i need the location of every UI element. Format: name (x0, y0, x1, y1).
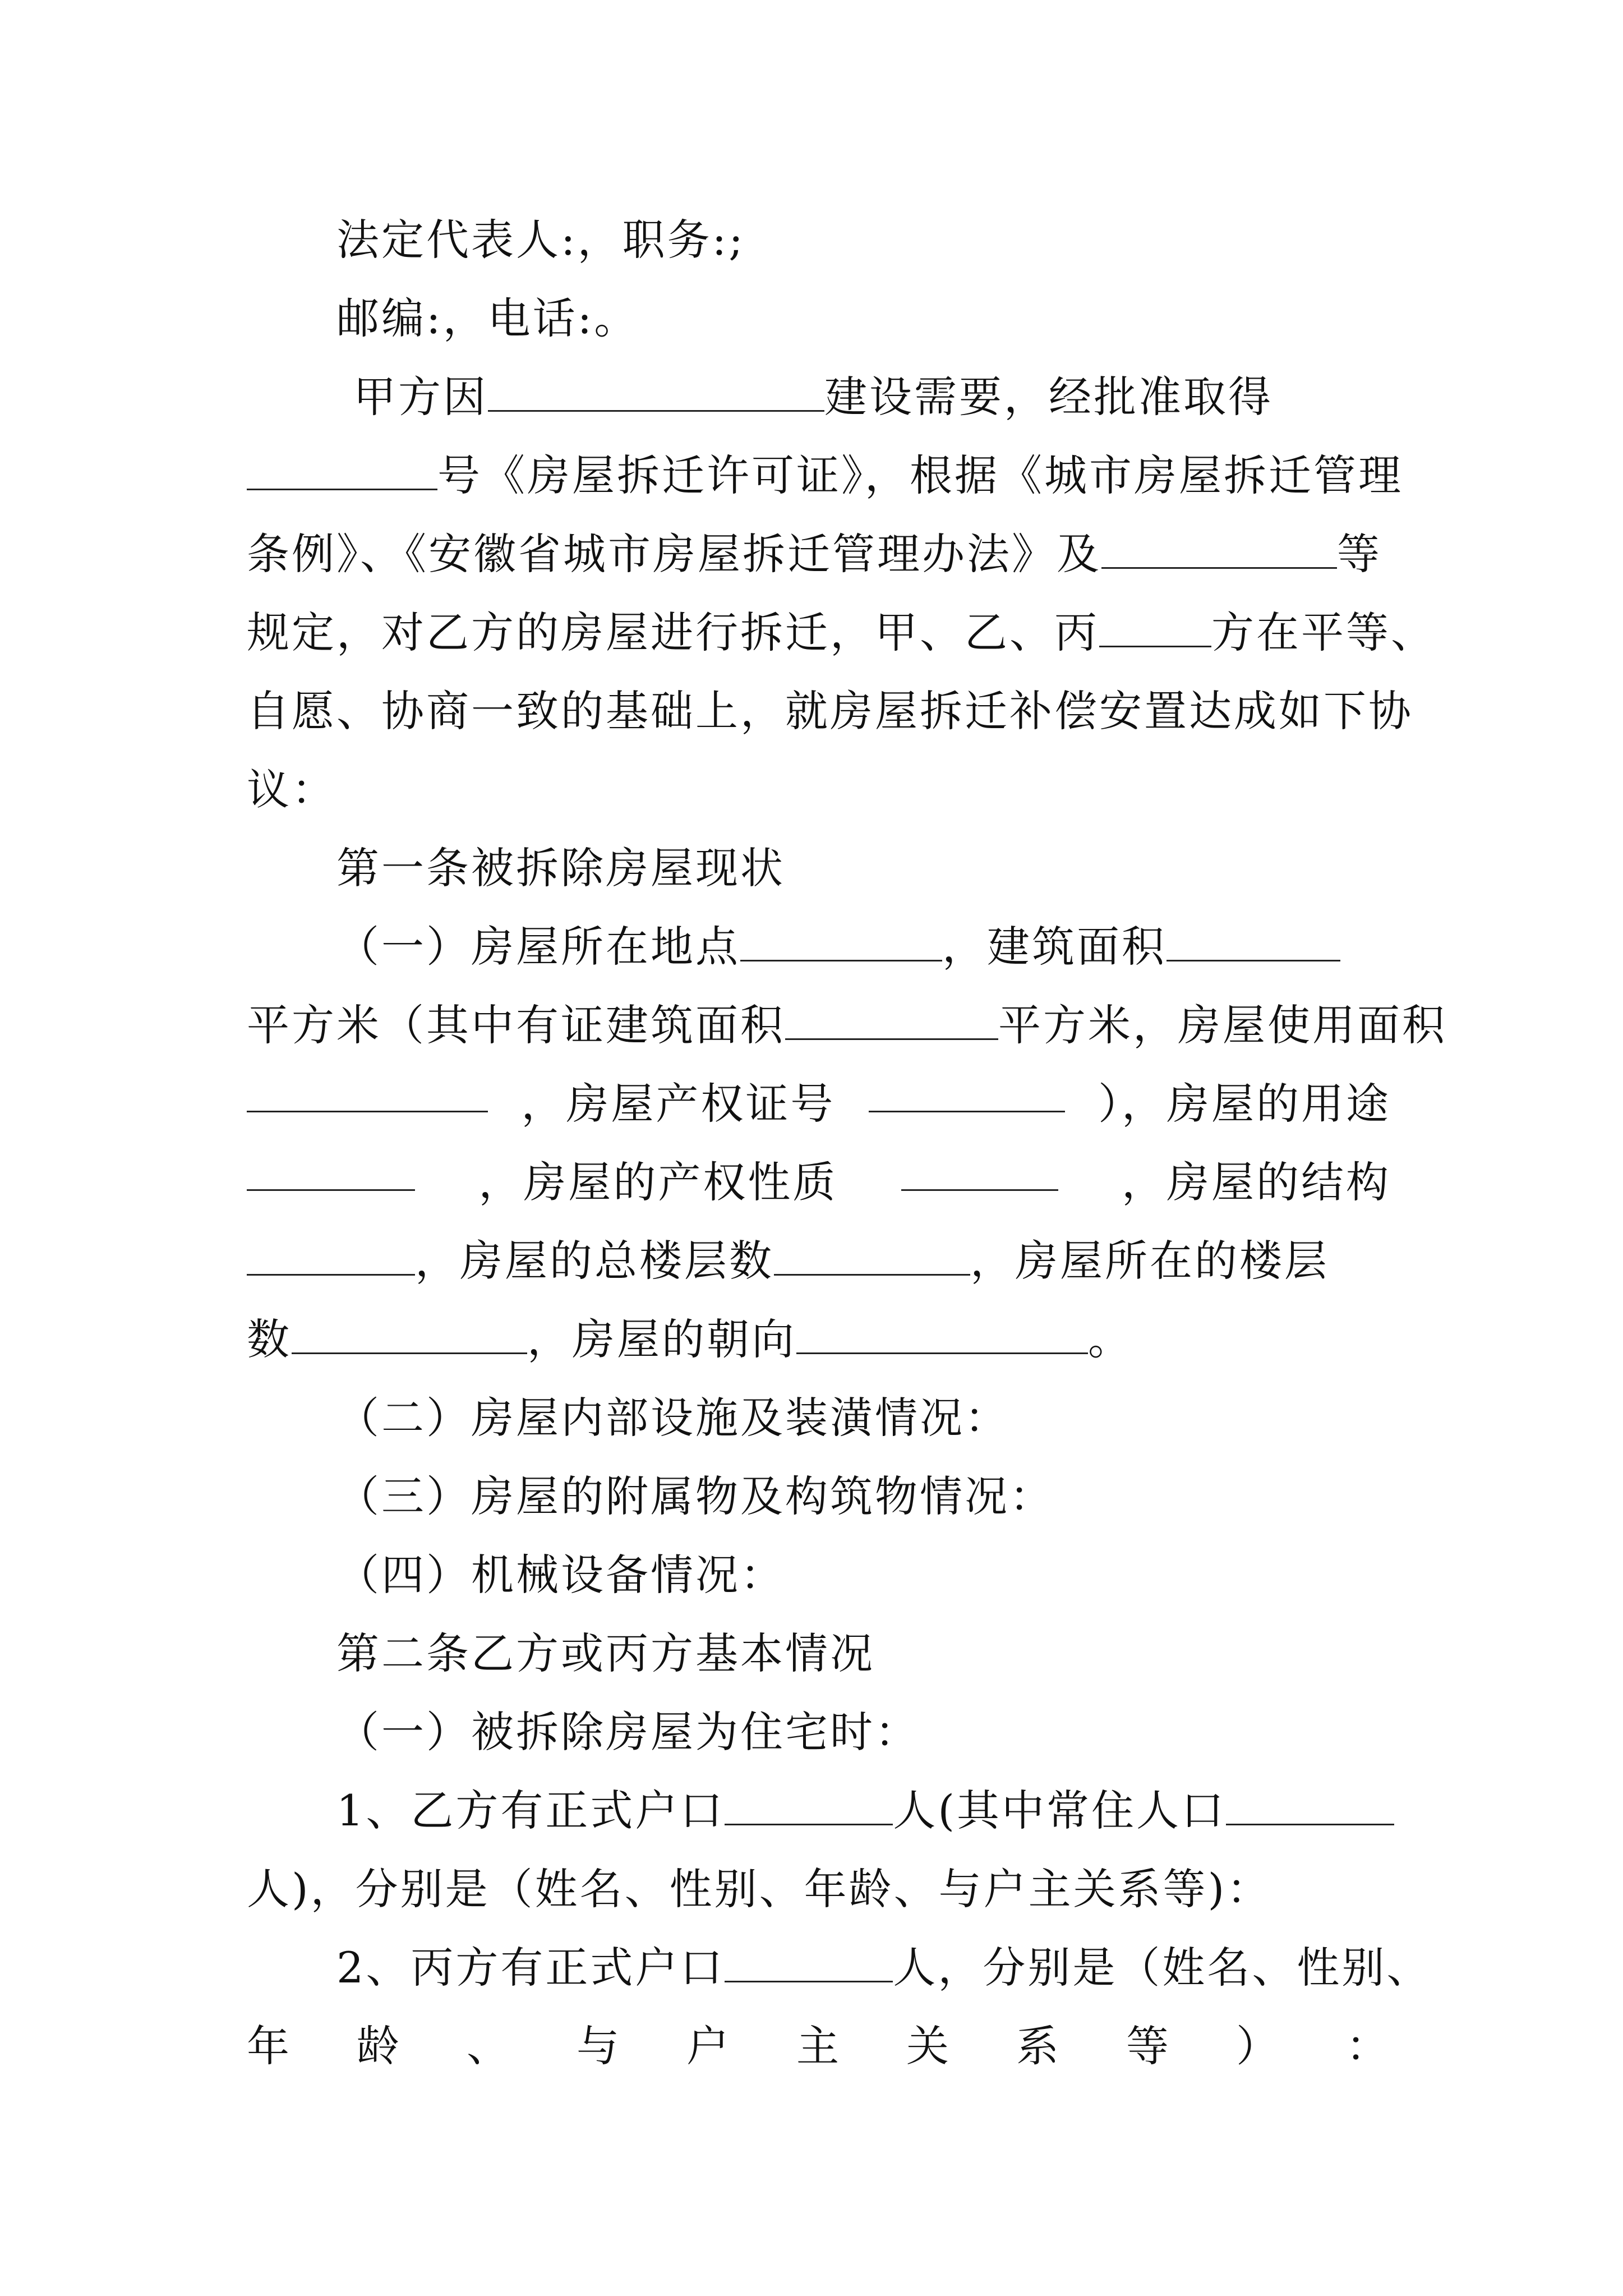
paragraph-line (336, 1941, 1432, 1995)
subsection-line (336, 1548, 1481, 1602)
blank-other-regulations (1101, 533, 1337, 569)
text: 条例》、《安徽省城市房屋拆迁管理办法》及 (247, 529, 1101, 579)
article-heading (336, 841, 1481, 895)
blank-resident-persons (1226, 1790, 1394, 1825)
text: ，房屋所在的楼层 (970, 1236, 1329, 1286)
text: 平方米（其中有证建筑面积 (247, 1000, 785, 1050)
text: 2、丙方有正式户口 (336, 1943, 725, 1993)
paragraph-line (247, 1156, 1391, 1209)
text: ，房屋的结构 (1121, 1157, 1391, 1207)
paragraph-line (247, 999, 1447, 1052)
text: （四）机械设备情况： (336, 1550, 785, 1600)
text: ，建筑面积 (942, 922, 1166, 972)
text: 主 (796, 2021, 841, 2071)
blank-property-nature (901, 1156, 1058, 1191)
text: 。 (1088, 1314, 1133, 1364)
blank-registered-persons (725, 1790, 893, 1825)
paragraph-line (247, 1313, 1391, 1366)
blank-orientation (796, 1319, 1088, 1354)
paragraph-line (336, 920, 1391, 974)
postcode-line (336, 292, 1481, 346)
text: 邮编:，电话:。 (336, 293, 639, 343)
paragraph-line (247, 1234, 1391, 1288)
text: 议： (247, 765, 336, 815)
text: 户 (686, 2021, 731, 2071)
text: 人(其中常住人口 (893, 1786, 1227, 1835)
text: ，房屋的产权性质 (478, 1157, 838, 1207)
text: （二）房屋内部设施及装潢情况： (336, 1393, 1009, 1443)
paragraph-line-justified (247, 2019, 1391, 2073)
text: 等 (1337, 529, 1382, 579)
article-heading (336, 1627, 1481, 1681)
text: （一）被拆除房屋为住宅时： (336, 1707, 920, 1757)
blank-project (488, 376, 824, 412)
blank-certificate-number (869, 1077, 1065, 1112)
text: 、 (467, 2021, 511, 2071)
text: 自愿、协商一致的基础上，就房屋拆迁补偿安置达成如下协 (247, 686, 1413, 736)
blank-certified-area (785, 1005, 998, 1040)
text: 等 (1126, 2021, 1171, 2071)
text: 1、乙方有正式户口 (336, 1786, 725, 1835)
text: 建设需要，经批准取得 (824, 372, 1273, 422)
paragraph-line (336, 1784, 1391, 1838)
paragraph-line (247, 763, 1391, 817)
text: 平方米，房屋使用面积 (998, 1000, 1447, 1050)
text: 规定，对乙方的房屋进行拆迁，甲、乙、丙 (247, 608, 1099, 657)
blank-floor-number (292, 1319, 527, 1354)
paragraph-line (247, 606, 1436, 660)
text: 号《房屋拆迁许可证》，根据《城市房屋拆迁管理 (437, 450, 1403, 500)
blank-permit-number (247, 455, 437, 490)
text: 与 (577, 2021, 621, 2071)
paragraph-line (353, 370, 1391, 424)
text: ），房屋的用途 (1098, 1079, 1391, 1129)
text: 数 (247, 1314, 292, 1364)
blank-party-c-persons (725, 1947, 893, 1982)
text: （一）房屋所在地点 (336, 922, 740, 972)
text: ，房屋的总楼层数 (415, 1236, 774, 1286)
paragraph-line (247, 1077, 1391, 1131)
blank-parties (1099, 612, 1211, 647)
text: ，房屋产权证号 (521, 1079, 836, 1129)
text: 系 (1016, 2021, 1061, 2071)
paragraph-line (247, 1862, 1391, 1916)
blank-total-floors (774, 1240, 970, 1276)
text: ： (1346, 2021, 1391, 2071)
text: 方在平等、 (1211, 608, 1436, 657)
legal-rep-line (336, 213, 1481, 267)
text: 龄 (357, 2021, 402, 2071)
text: 甲方因 (353, 372, 488, 422)
paragraph-line (247, 449, 1403, 503)
text: 第二条乙方或丙方基本情况 (336, 1628, 875, 1678)
subsection-line (336, 1391, 1481, 1445)
subsection-line (336, 1470, 1481, 1524)
blank-usable-area (247, 1077, 488, 1112)
text: ，房屋的朝向 (527, 1314, 796, 1364)
text: （三）房屋的附属物及构筑物情况： (336, 1471, 1054, 1521)
subsection-line (336, 1705, 1481, 1759)
text: 人，分别是（姓名、性别、 (893, 1943, 1432, 1993)
text: ） (1236, 2021, 1281, 2071)
text: 法定代表人:，职务:; (336, 215, 745, 265)
text: 关 (906, 2021, 951, 2071)
blank-usage (247, 1156, 415, 1191)
blank-structure (247, 1240, 415, 1276)
blank-location (740, 926, 942, 961)
blank-floor-area (1166, 926, 1340, 961)
text: 第一条被拆除房屋现状 (336, 843, 785, 893)
paragraph-line (247, 527, 1391, 581)
paragraph-line (247, 684, 1413, 738)
text: 人)，分别是（姓名、性别、年龄、与户主关系等)： (247, 1864, 1272, 1914)
text: 年 (247, 2021, 292, 2071)
